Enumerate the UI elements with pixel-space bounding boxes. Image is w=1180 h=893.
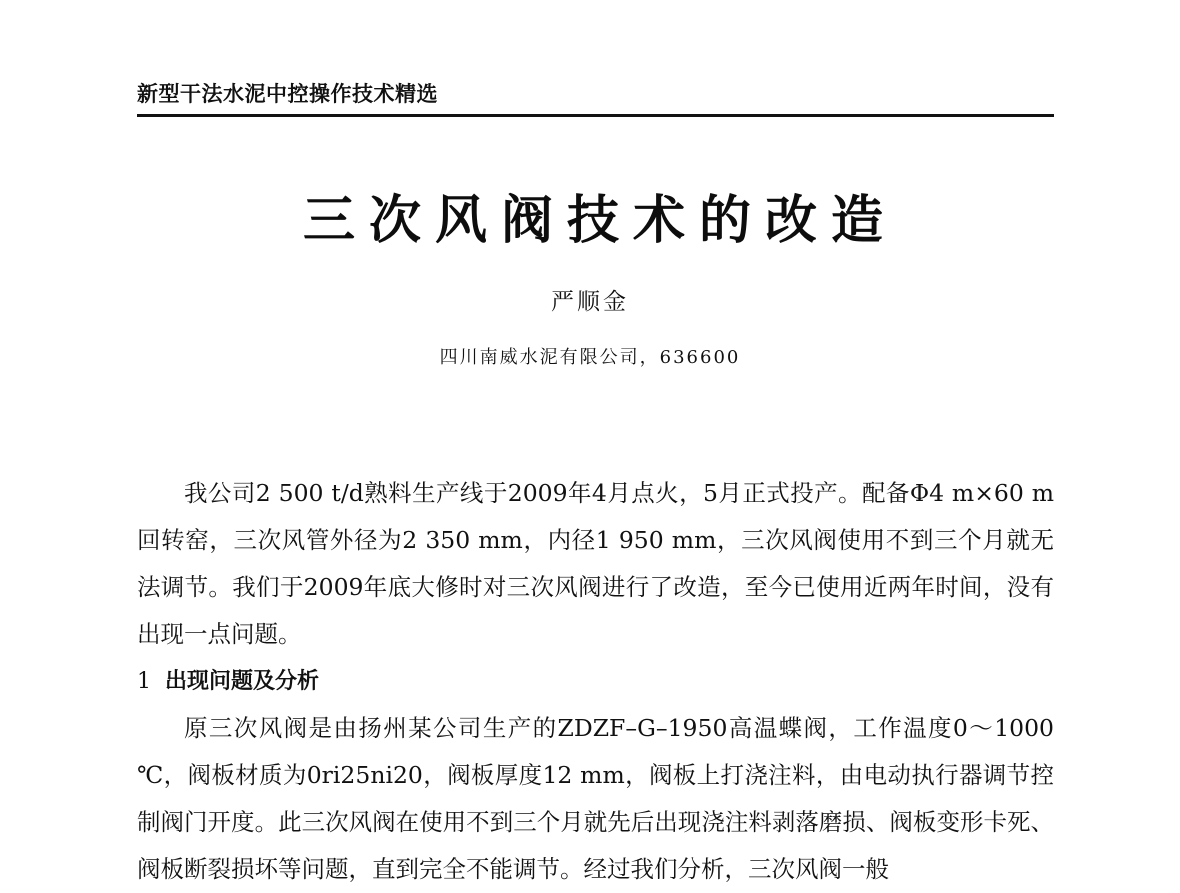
header-rule <box>137 114 1054 117</box>
running-header: 新型干法水泥中控操作技术精选 <box>137 82 438 106</box>
body-paragraph: 原三次风阀是由扬州某公司生产的ZDZF–G–1950高温蝶阀，工作温度0～1000 ℃，阀板材质为0ri25ni20，阀板厚度12 mm，阀板上打浇注料，由电动执行器调节控制阀门开度。此三次风阀在使用不到三个月就先后出现浇注料剥落磨损、阀板变形卡死、阀板断裂损坏等问题，直到完全不能调节。经过我们分析，三次风阀一般 <box>137 714 1054 883</box>
section-number: 1 <box>137 669 151 694</box>
article-affiliation: 四川南威水泥有限公司，636600 <box>439 347 741 368</box>
article-author: 严顺金 <box>551 289 629 315</box>
body-paragraph: 我公司2 500 t/d熟料生产线于2009年4月点火，5月正式投产。配备Φ4 m×60 m回转窑，三次风管外径为2 350 mm，内径1 950 mm，三次风阀使用不到三个月就无法调节。我们于2009年底大修时对三次风阀进行了改造，至今已使用近两年时间，没有出现一点问题。 <box>137 479 1054 648</box>
article-body <box>137 470 1054 893</box>
section-heading <box>137 658 1054 705</box>
section-title: 出现问题及分析 <box>165 669 320 694</box>
article-title: 三次风阀技术的改造 <box>302 190 897 251</box>
